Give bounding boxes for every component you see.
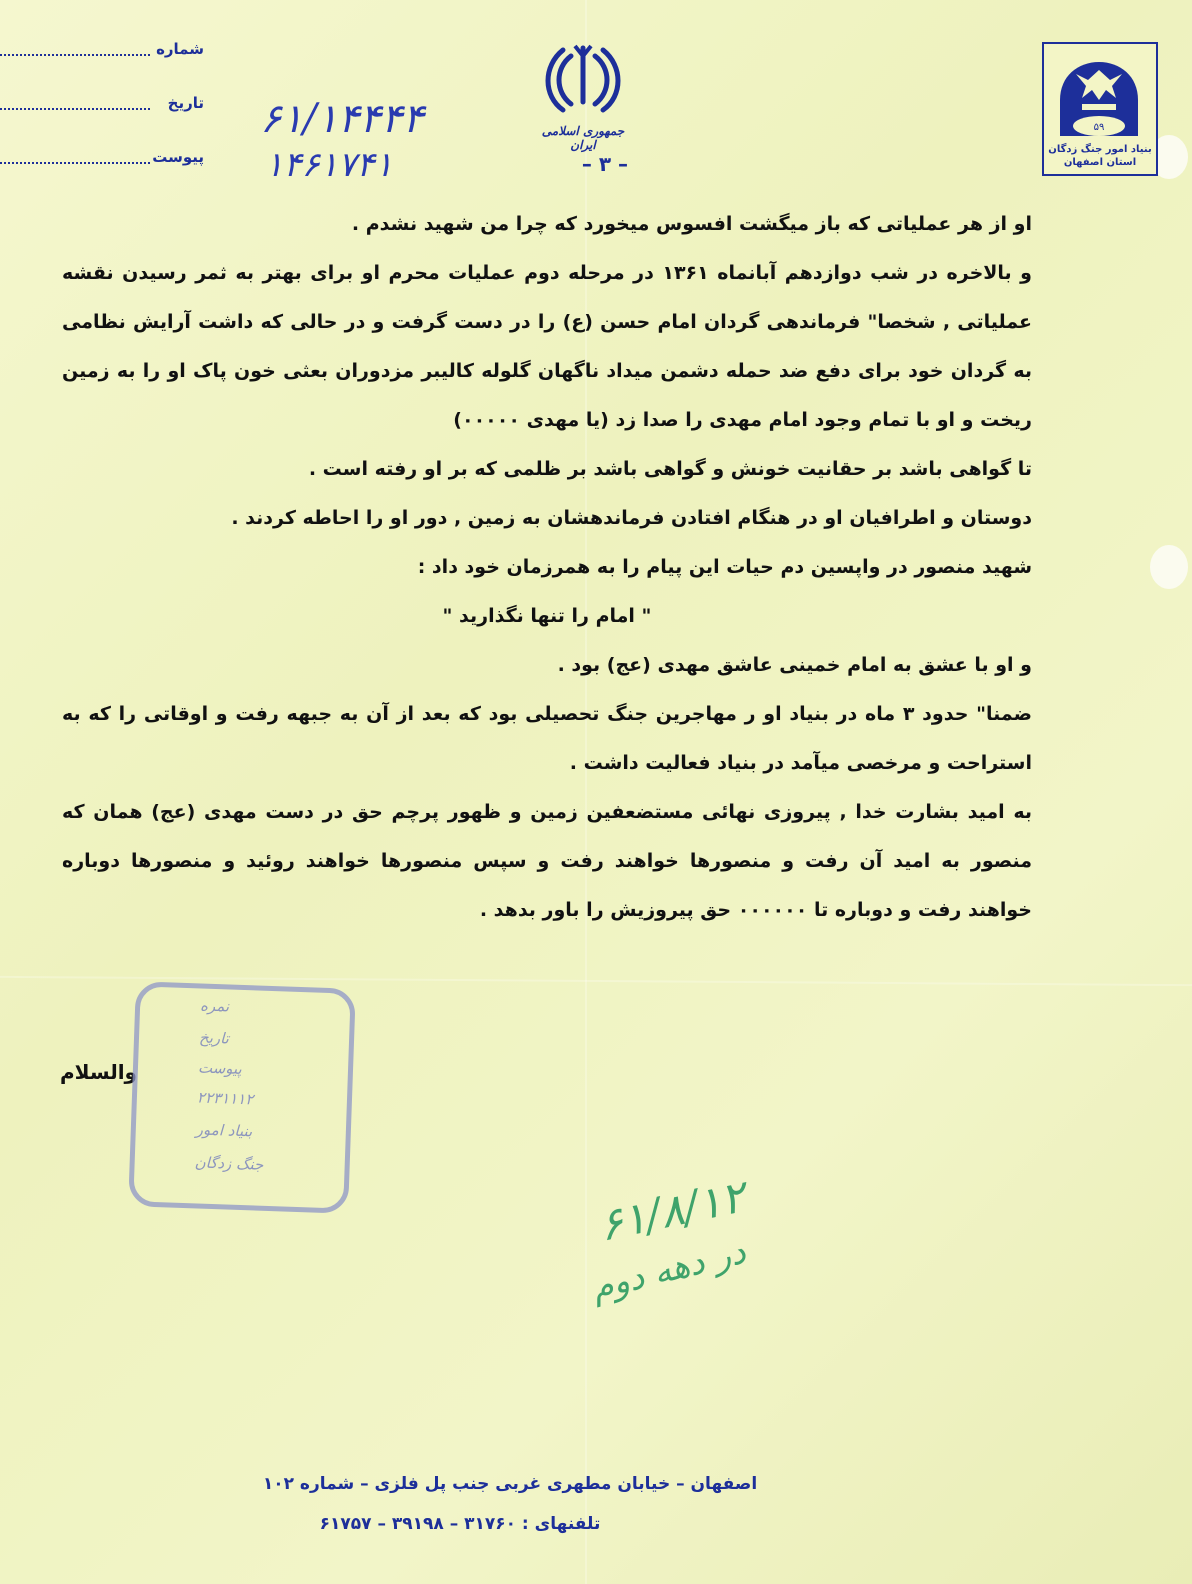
- body-paragraph: به امید بشارت خدا , پیروزی نهائی مستضعفین زمین و ظهور پرچم حق در دست مهدی (عج) همان که منصور به امید آن رفت و منصورها خواهند رفت و سپس منصورها خواهند روئید و منصورها دوباره خواهند رفت و دوباره تا ٠٠٠٠٠٠ حق پیروزیش را باور بدهد .: [62, 801, 1032, 921]
- field-number: [0, 40, 210, 94]
- stamp-line: جنگ زدگان: [194, 1153, 264, 1174]
- svg-text:۵۹: ۵۹: [1093, 122, 1105, 133]
- body-paragraph: تا گواهی باشد بر حقانیت خونش و گواهی باشد بر ظلمی که بر او رفته است .: [308, 458, 1032, 480]
- stamp-line: تاریخ: [198, 1028, 230, 1048]
- emblem-caption: جمهوری اسلامی ایران: [541, 124, 625, 152]
- handwritten-green-date: ۶۱/۸/۱۲: [594, 1171, 750, 1252]
- organization-logo: [1042, 42, 1158, 176]
- stamp-line: پیوست: [197, 1058, 243, 1078]
- field-label-attachment: پیوست: [152, 148, 204, 166]
- dotted-line: [0, 162, 150, 164]
- registration-stamp: [128, 981, 356, 1214]
- field-label-date: تاریخ: [167, 94, 204, 112]
- logo-org-province: استان اصفهان: [1063, 157, 1137, 168]
- foundation-logo-icon: [1052, 50, 1146, 144]
- handwritten-attachment-number: ۱۴۶۱۷۴۱: [265, 145, 393, 185]
- field-label-number: شماره: [156, 40, 204, 58]
- handwritten-green-note: در دهه دوم: [587, 1231, 750, 1309]
- closing-salutation: والسلام: [60, 1060, 137, 1084]
- body-paragraph: او از هر عملیاتی که باز میگشت افسوس میخورد که چرا من شهید نشدم .: [351, 213, 1032, 235]
- body-paragraph: ضمنا" حدود ۳ ماه در بنیاد او ر مهاجرین جنگ تحصیلی بود که بعد از آن به جبهه رفت و اوقاتی را که به استراحت و مرخصی میآمد در بنیاد فعالیت داشت .: [62, 703, 1032, 774]
- stamp-line: بنیاد امور: [195, 1120, 253, 1141]
- body-paragraph: و او با عشق به امام خمینی عاشق مهدی (عج) بود .: [557, 654, 1032, 676]
- dotted-line: [0, 108, 150, 110]
- body-paragraph: شهید منصور در واپسین دم حیات این پیام را به همرزمان خود داد :: [417, 556, 1032, 578]
- footer-address: اصفهان – خیابان مطهری غربی جنب پل فلزی – شماره ۱۰۲: [262, 1474, 758, 1494]
- iran-emblem: [528, 42, 638, 152]
- punch-hole: [1150, 545, 1188, 589]
- quote-line: " امام را تنها نگذارید ": [442, 605, 652, 627]
- footer-phones: تلفنهای : ۳۱۷۶۰ – ۳۹۱۹۸ – ۶۱۷۵۷: [319, 1514, 601, 1534]
- logo-org-name: بنیاد امور جنگ زدگان: [1048, 144, 1152, 155]
- letter-body: [62, 200, 1032, 935]
- letterhead-fields: [0, 40, 210, 202]
- dotted-line: [0, 54, 150, 56]
- body-paragraph: و بالاخره در شب دوازدهم آبانماه ۱۳۶۱ در مرحله دوم عملیات محرم او برای بهتر به ثمر رسیدن نقشه عملیاتی , شخصا" فرماندهی گردان امام حسن (ع) را در دست گرفت و در حالی که داشت آرایش نظامی به گردان خود برای دفع ضد حمله دشمن میداد ناگهان گلوله کالیبر مزدوران بعثی خون پاک او را به زمین ریخت و او با تمام وجود امام مهدی را صدا زد (یا مهدی ٠٠٠٠٠): [62, 262, 1032, 431]
- stamp-line: ۲۲۳۱۱۱۲: [196, 1088, 254, 1109]
- page-number: – ۳ –: [581, 152, 629, 176]
- body-paragraph: دوستان و اطرافیان او در هنگام افتادن فرماندهشان به زمین , دور او را احاطه کردند .: [231, 507, 1032, 529]
- field-date: [0, 94, 210, 148]
- handwritten-letter-number: ۶۱/۱۴۴۴۴: [260, 96, 424, 142]
- stamp-line: نمره: [199, 996, 230, 1016]
- field-attachment: [0, 148, 210, 202]
- iran-emblem-icon: [541, 42, 625, 122]
